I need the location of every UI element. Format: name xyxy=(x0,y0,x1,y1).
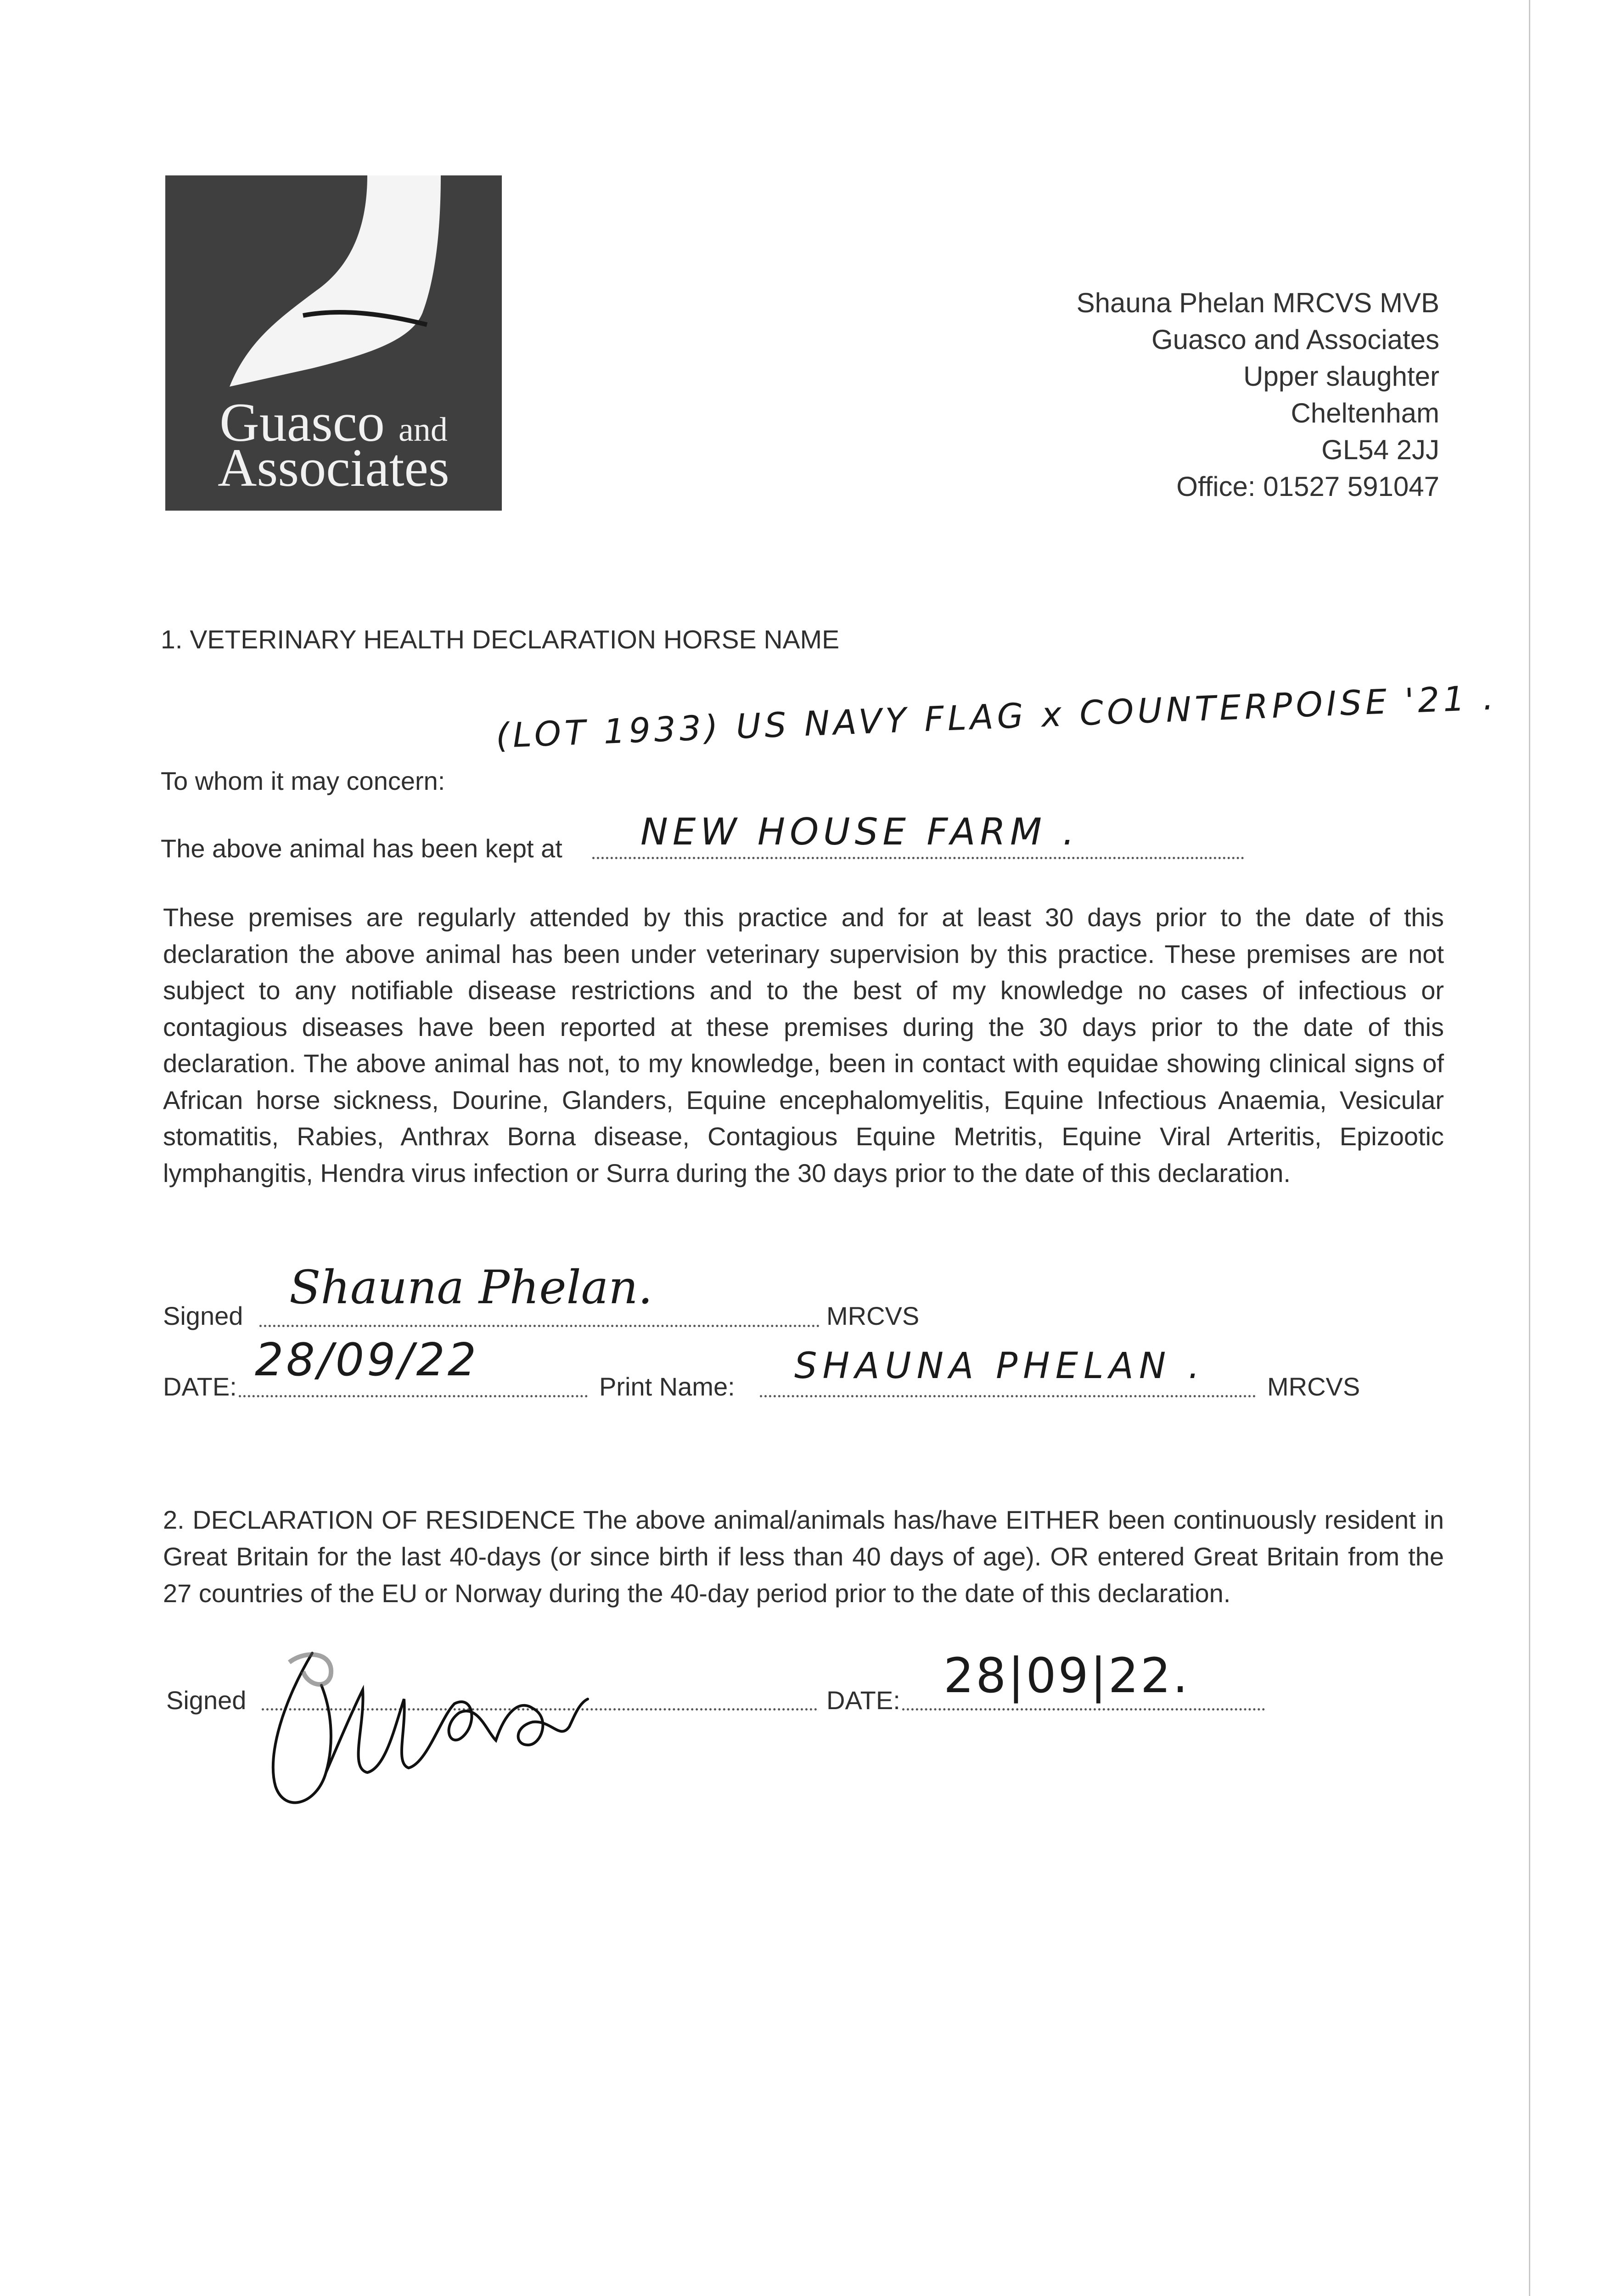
section1-heading: 1. VETERINARY HEALTH DECLARATION HORSE NAME xyxy=(161,625,840,654)
address-line: Shauna Phelan MRCVS MVB xyxy=(1076,287,1439,318)
kept-at-label: The above animal has been kept at xyxy=(161,834,562,863)
print-name-dotted-line xyxy=(760,1395,1256,1397)
kept-at-handwritten: NEW HOUSE FARM . xyxy=(640,810,1079,853)
address-line: Upper slaughter xyxy=(1243,361,1439,392)
signed-label: Signed xyxy=(163,1301,243,1330)
address-line: GL54 2JJ xyxy=(1321,434,1439,465)
mrcvs-label-2: MRCVS xyxy=(1267,1372,1360,1401)
vet-address xyxy=(1077,285,1439,505)
horse-name-handwritten: (LOT 1933) US NAVY FLAG x COUNTERPOISE '21 . xyxy=(495,678,1498,756)
date-label-2: DATE: xyxy=(826,1686,900,1715)
print-name-handwritten: SHAUNA PHELAN . xyxy=(794,1345,1205,1387)
address-line: Guasco and Associates xyxy=(1151,324,1439,355)
date-label: DATE: xyxy=(163,1372,237,1401)
date-dotted-line xyxy=(239,1395,588,1397)
mrcvs-label: MRCVS xyxy=(826,1301,920,1330)
date-handwritten: 28/09/22 xyxy=(255,1334,479,1386)
signature-dotted-line xyxy=(259,1325,820,1327)
owner-signature xyxy=(257,1635,624,1828)
logo-text-line2: Associates xyxy=(218,438,449,498)
declaration-paragraph: These premises are regularly attended by this practice and for at least 30 days prior to the date of this declaration the above animal has been under veterinary supervision by this practice. These premises are not subject to any notifiable disease restrictions and to the best of my knowledge no cases of infectious or contagious diseases have been reported at these premises during the 30 days prior to the date of this declaration. The above animal has not, to my knowledge, been in contact with equidae showing clinical signs of African horse sickness, Dourine, Glanders, Equine encephalomyelitis, Equine Infectious Anaemia, Vesicular stomatitis, Rabies, Anthrax Borna disease, Contagious Equine Metritis, Equine Viral Arteritis, Epizootic lymphangitis, Hendra virus infection or Surra during the 30 days prior to the date of this declaration. xyxy=(163,903,1444,1187)
company-logo xyxy=(165,175,502,511)
page-edge-line xyxy=(1529,0,1530,2296)
address-line: Cheltenham xyxy=(1291,398,1439,428)
print-name-label: Print Name: xyxy=(599,1372,735,1401)
vet-signature: Shauna Phelan. xyxy=(289,1261,653,1314)
date2-dotted-line xyxy=(902,1708,1265,1711)
residence-declaration-paragraph: 2. DECLARATION OF RESIDENCE The above animal/animals has/have EITHER been continuously resident in Great Britain for the last 40-days (or since birth if less than 40 days of age). OR entered Great Britain from the 27 countries of the EU or Norway during the 40-day period prior to the date of this declaration. xyxy=(163,1505,1444,1608)
address-line: Office: 01527 591047 xyxy=(1176,471,1439,502)
date-handwritten-2: 28|09|22. xyxy=(943,1648,1190,1704)
kept-at-dotted-line xyxy=(592,857,1244,859)
logo-text-line1: Guasco and xyxy=(219,392,448,453)
to-whom-label: To whom it may concern: xyxy=(161,766,445,795)
signed-label-2: Signed xyxy=(166,1686,247,1715)
